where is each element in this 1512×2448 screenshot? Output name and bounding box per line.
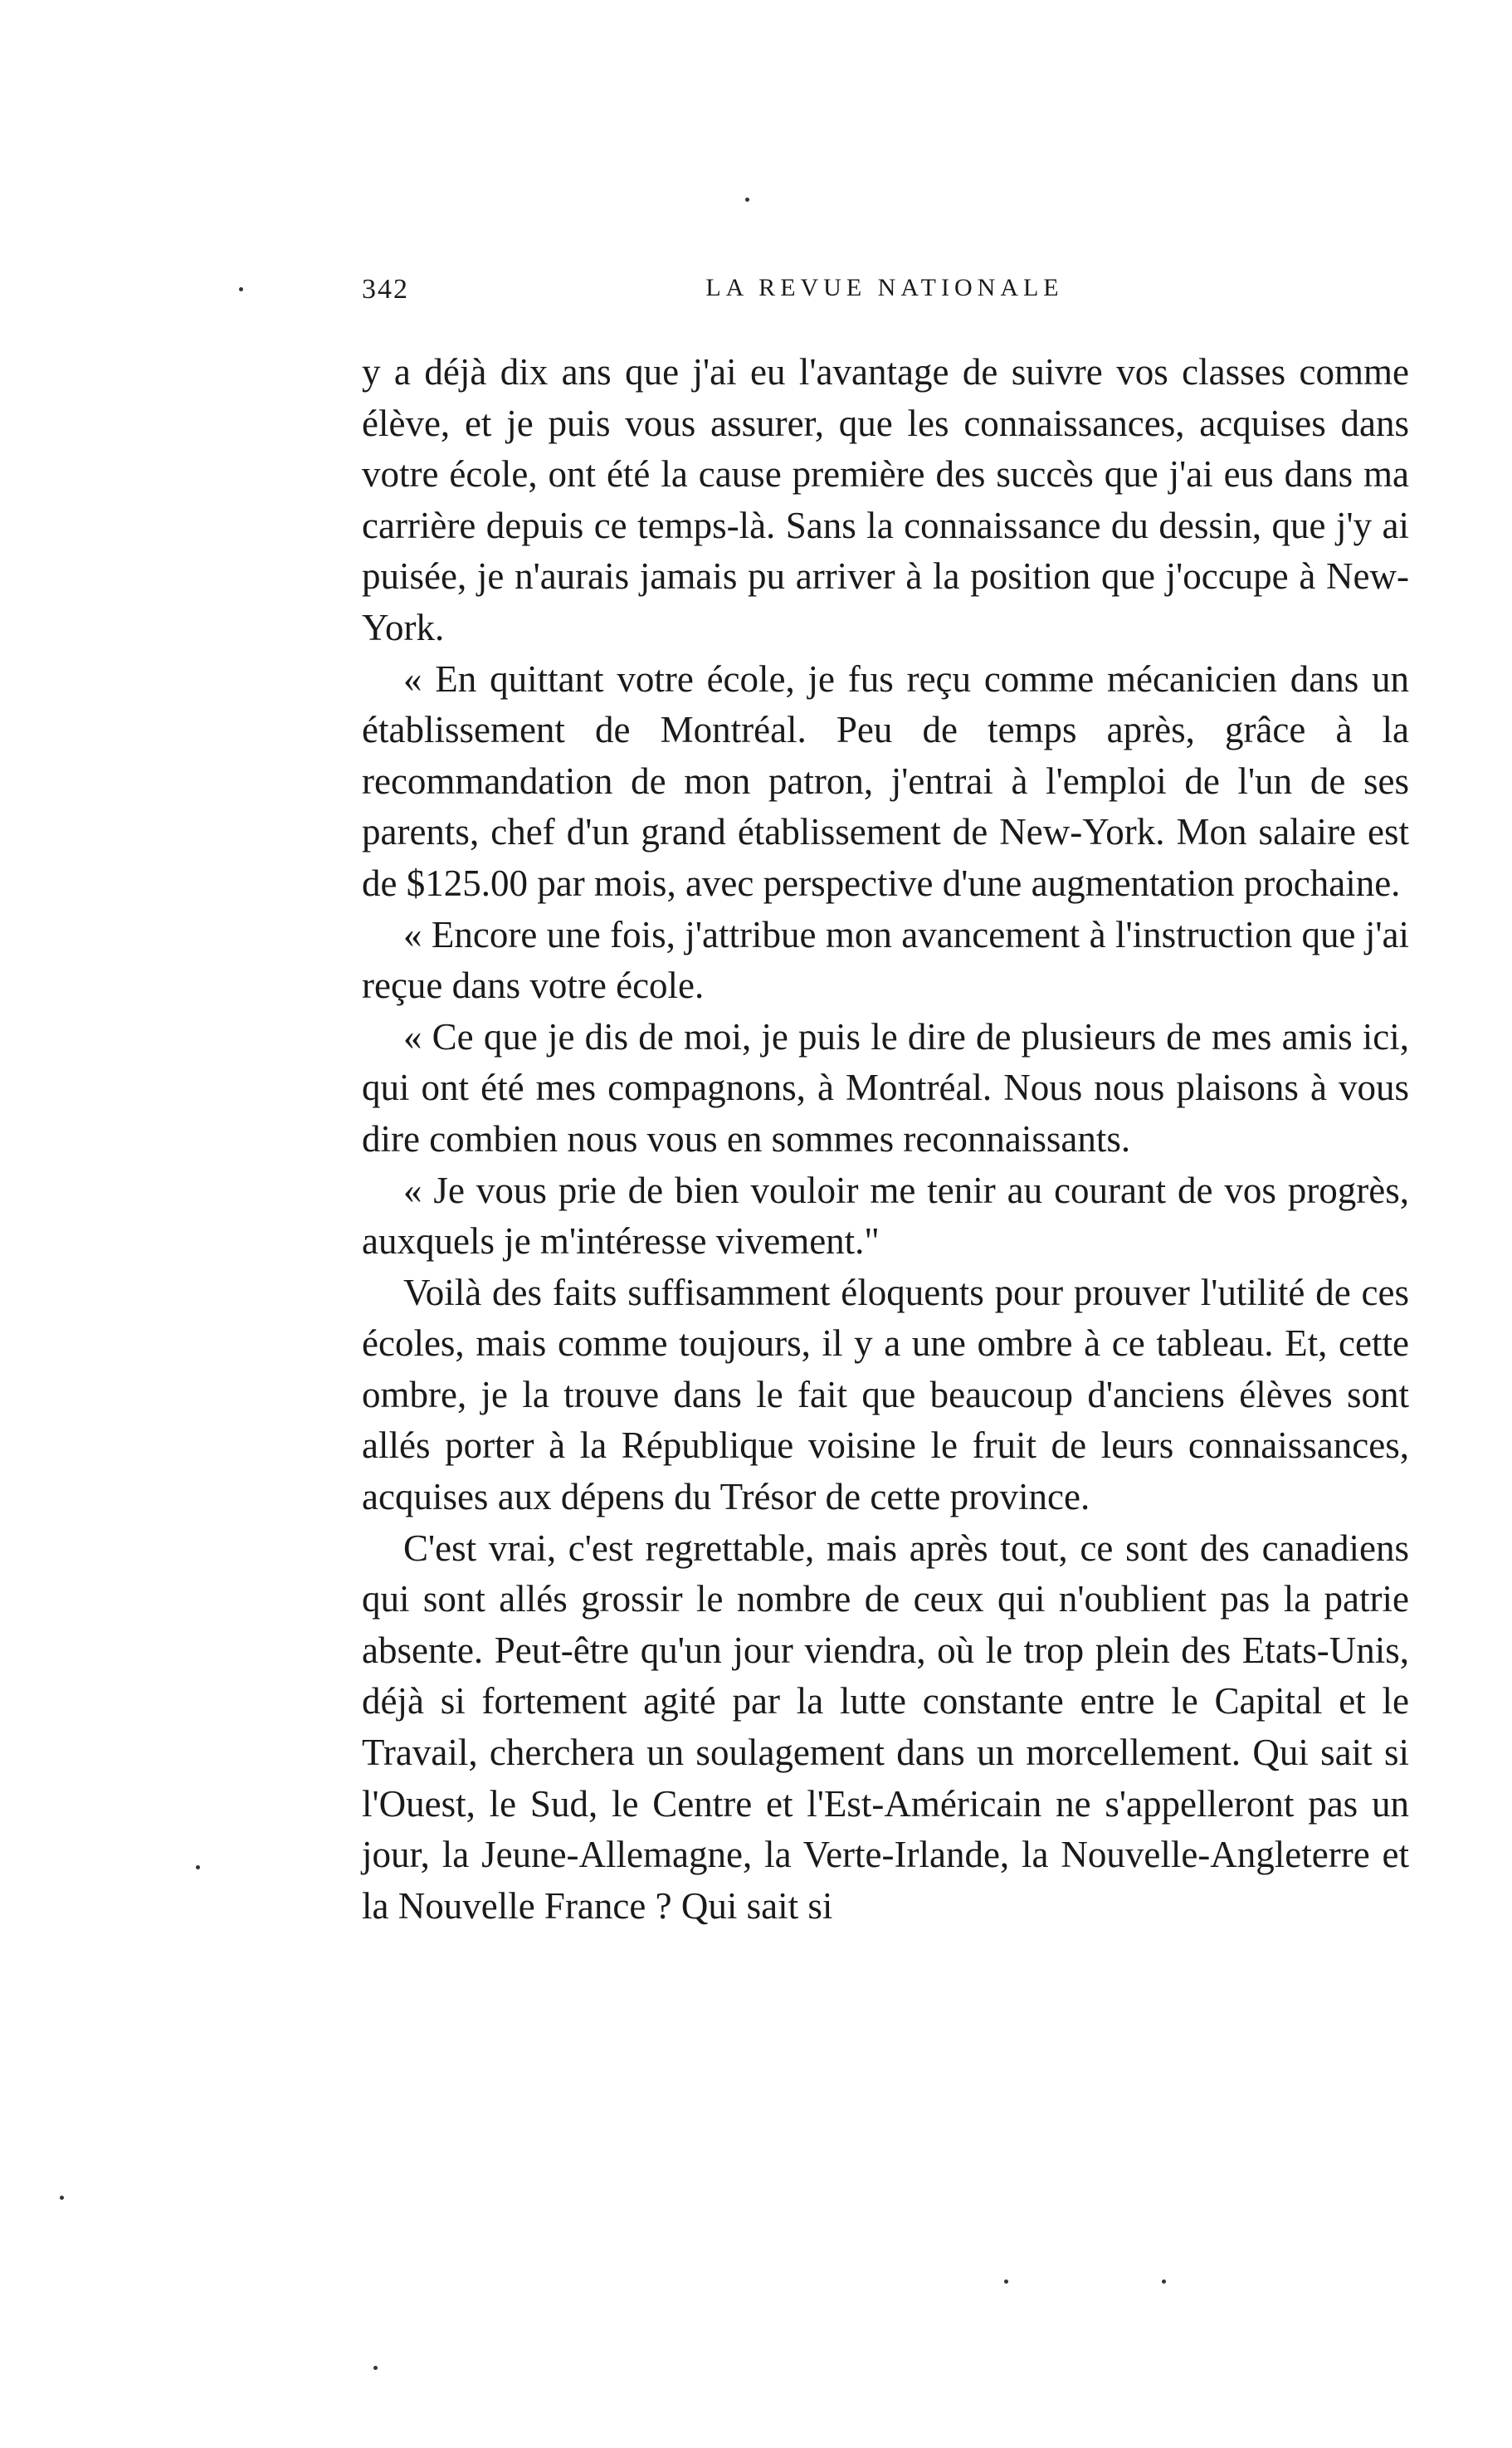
paragraph: « Encore une fois, j'attribue mon avancement à l'instruction que j'ai reçue dans votre école.	[362, 913, 1409, 1007]
paragraph: Voilà des faits suffisamment éloquents pour prouver l'utilité de ces écoles, mais comme toujours, il y a une ombre à ce tableau. Et, cette ombre, je la trouve dans le fait que beaucoup d'anciens élèves sont allés porter à la République voisine le fruit de leurs connaissances, acquises aux dépens du Trésor de cette province.	[362, 1271, 1409, 1518]
scan-speck	[1162, 2279, 1166, 2284]
body-text	[362, 347, 1409, 1932]
page-number: 342	[362, 274, 409, 305]
paragraph: « Je vous prie de bien vouloir me tenir au courant de vos progrès, auxquels je m'intéresse vivement."	[362, 1169, 1409, 1263]
scan-speck	[745, 198, 749, 202]
scan-speck	[60, 2196, 64, 2200]
scan-speck	[373, 2366, 378, 2370]
running-title: LA REVUE NATIONALE	[705, 274, 1064, 301]
scan-speck	[239, 287, 243, 291]
page-header	[362, 274, 1407, 324]
paragraph: « Ce que je dis de moi, je puis le dire de plusieurs de mes amis ici, qui ont été mes compagnons, à Montréal. Nous nous plaisons à vous dire combien nous vous en sommes reconnaissants.	[362, 1015, 1409, 1160]
paragraph: y a déjà dix ans que j'ai eu l'avantage de suivre vos classes comme élève, et je puis vous assurer, que les connaissances, acquises dans votre école, ont été la cause première des succès que j'ai eus dans ma carrière depuis ce temps-là. Sans la connaissance du dessin, que j'y ai puisée, je n'aurais jamais pu arriver à la position que j'occupe à New-York.	[362, 351, 1409, 648]
scan-speck	[196, 1865, 200, 1869]
paragraph: « En quittant votre école, je fus reçu comme mécanicien dans un établissement de Montréal. Peu de temps après, grâce à la recommandation de mon patron, j'entrai à l'emploi de l'un de ses parents, chef d'un grand établissement de New-York. Mon salaire est de $125.00 par mois, avec perspective d'une augmentation prochaine.	[362, 657, 1409, 904]
paragraph: C'est vrai, c'est regrettable, mais après tout, ce sont des canadiens qui sont allés grossir le nombre de ceux qui n'oublient pas la patrie absente. Peut-être qu'un jour viendra, où le trop plein des Etats-Unis, déjà si fortement agité par la lutte constante entre le Capital et le Travail, cherchera un soulagement dans un morcellement. Qui sait si l'Ouest, le Sud, le Centre et l'Est-Américain ne s'appelleront pas un jour, la Jeune-Allemagne, la Verte-Irlande, la Nouvelle-Angleterre et la Nouvelle France ? Qui sait si	[362, 1527, 1409, 1927]
scan-speck	[1004, 2279, 1008, 2284]
